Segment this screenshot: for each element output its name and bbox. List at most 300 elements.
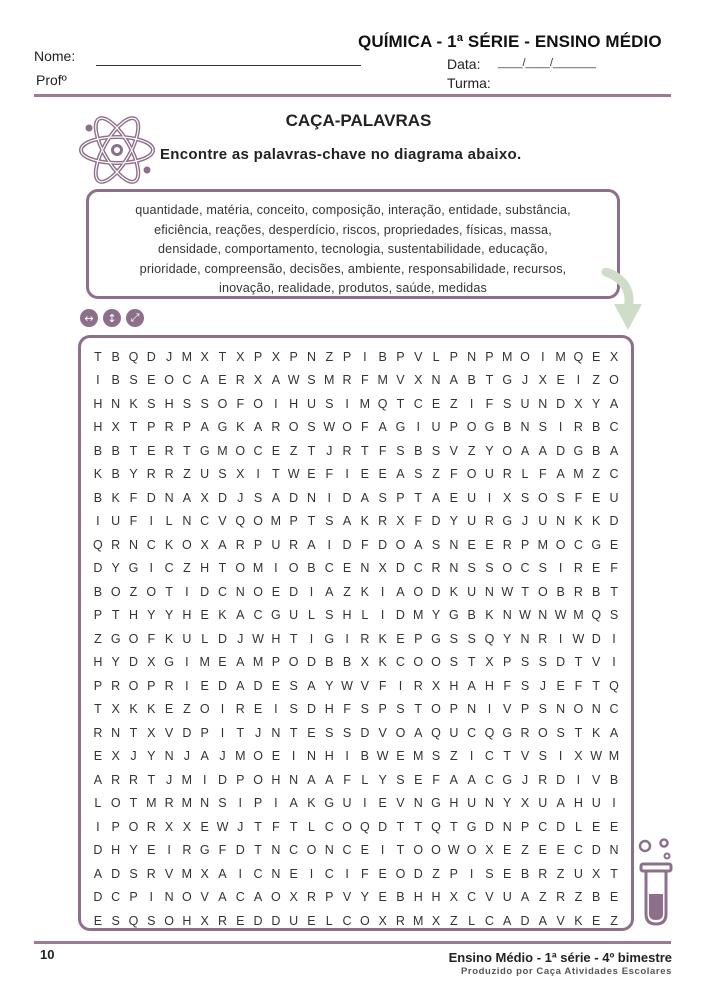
grid-letter[interactable]: O (146, 584, 157, 599)
grid-letter[interactable]: W (252, 631, 264, 646)
grid-letter[interactable]: X (485, 655, 494, 670)
grid-letter[interactable]: O (253, 749, 263, 764)
grid-letter[interactable]: A (609, 725, 619, 740)
grid-letter[interactable]: T (111, 608, 120, 623)
grid-letter[interactable]: K (307, 796, 316, 811)
grid-letter[interactable]: N (413, 796, 423, 811)
grid-letter[interactable]: D (591, 843, 601, 858)
grid-letter[interactable]: I (469, 749, 474, 764)
grid-letter[interactable]: M (377, 373, 388, 388)
grid-letter[interactable]: H (324, 749, 334, 764)
grid-letter[interactable]: M (413, 913, 424, 928)
grid-letter[interactable]: S (129, 373, 138, 388)
grid-letter[interactable]: A (449, 772, 458, 787)
grid-letter[interactable]: Q (591, 608, 602, 623)
grid-letter[interactable]: S (503, 396, 512, 411)
grid-letter[interactable]: E (449, 490, 458, 505)
grid-letter[interactable]: R (182, 843, 192, 858)
grid-letter[interactable]: K (592, 725, 601, 740)
grid-letter[interactable]: S (556, 490, 565, 505)
grid-letter[interactable]: L (165, 514, 173, 529)
grid-letter[interactable]: M (181, 866, 193, 881)
grid-letter[interactable]: U (591, 796, 601, 811)
grid-letter[interactable]: J (165, 349, 173, 364)
grid-letter[interactable]: S (609, 608, 619, 623)
grid-letter[interactable]: K (574, 913, 583, 928)
grid-letter[interactable]: L (201, 631, 209, 646)
grid-letter[interactable]: N (502, 819, 512, 834)
grid-letter[interactable]: Y (378, 772, 387, 787)
grid-letter[interactable]: Y (503, 631, 512, 646)
grid-letter[interactable]: G (466, 819, 477, 834)
grid-letter[interactable]: T (289, 725, 298, 740)
grid-letter[interactable]: X (147, 655, 156, 670)
grid-letter[interactable]: R (538, 631, 548, 646)
grid-letter[interactable]: E (503, 866, 512, 881)
grid-letter[interactable]: N (289, 772, 299, 787)
grid-letter[interactable]: A (200, 373, 209, 388)
grid-letter[interactable]: O (217, 396, 228, 411)
grid-letter[interactable]: N (271, 843, 281, 858)
grid-letter[interactable]: A (218, 537, 227, 552)
grid-letter[interactable]: N (556, 702, 566, 717)
grid-letter[interactable]: D (271, 913, 281, 928)
grid-letter[interactable]: O (128, 819, 139, 834)
grid-letter[interactable]: R (395, 913, 405, 928)
grid-letter[interactable]: K (592, 514, 601, 529)
grid-letter[interactable]: G (271, 608, 281, 623)
grid-letter[interactable]: X (449, 890, 458, 905)
grid-letter[interactable]: D (556, 772, 566, 787)
grid-letter[interactable]: Z (183, 702, 191, 717)
grid-letter[interactable]: Q (573, 349, 584, 364)
grid-letter[interactable]: D (146, 349, 156, 364)
grid-letter[interactable]: W (216, 819, 229, 834)
grid-letter[interactable]: D (556, 396, 566, 411)
grid-letter[interactable]: M (537, 537, 549, 552)
grid-letter[interactable]: D (360, 725, 370, 740)
grid-letter[interactable]: E (592, 490, 601, 505)
grid-letter[interactable]: Z (574, 890, 583, 905)
grid-letter[interactable]: T (610, 866, 618, 881)
grid-letter[interactable]: S (325, 725, 334, 740)
grid-letter[interactable]: I (96, 819, 100, 834)
grid-letter[interactable]: R (378, 514, 388, 529)
grid-letter[interactable]: I (380, 584, 385, 599)
grid-letter[interactable]: W (519, 608, 531, 623)
grid-letter[interactable]: L (574, 819, 582, 834)
grid-letter[interactable]: Y (503, 796, 512, 811)
grid-letter[interactable]: D (93, 843, 103, 858)
grid-letter[interactable]: Z (183, 467, 191, 482)
grid-letter[interactable]: E (378, 890, 387, 905)
grid-letter[interactable]: P (147, 420, 156, 435)
grid-letter[interactable]: B (342, 655, 352, 670)
grid-letter[interactable]: Z (592, 467, 601, 482)
grid-letter[interactable]: P (414, 631, 423, 646)
grid-letter[interactable]: I (558, 561, 563, 576)
grid-letter[interactable]: I (274, 396, 278, 411)
grid-letter[interactable]: Y (449, 514, 458, 529)
grid-letter[interactable]: F (450, 467, 458, 482)
grid-letter[interactable]: A (307, 678, 316, 693)
grid-letter[interactable]: P (200, 725, 209, 740)
grid-letter[interactable]: V (396, 796, 405, 811)
grid-letter[interactable]: G (110, 631, 121, 646)
grid-letter[interactable]: S (289, 702, 298, 717)
grid-letter[interactable]: P (236, 772, 245, 787)
grid-letter[interactable]: P (378, 702, 387, 717)
grid-letter[interactable]: R (502, 467, 512, 482)
grid-letter[interactable]: Z (183, 561, 191, 576)
grid-letter[interactable]: S (360, 702, 370, 717)
grid-letter[interactable]: I (612, 631, 616, 646)
grid-letter[interactable]: T (183, 443, 191, 458)
grid-letter[interactable]: A (431, 490, 441, 505)
grid-letter[interactable]: I (220, 702, 225, 717)
grid-letter[interactable]: S (325, 514, 334, 529)
grid-letter[interactable]: R (538, 866, 548, 881)
grid-letter[interactable]: A (236, 678, 245, 693)
grid-letter[interactable]: J (237, 631, 244, 646)
grid-letter[interactable]: S (147, 913, 156, 928)
grid-letter[interactable]: O (288, 561, 299, 576)
grid-letter[interactable]: G (502, 772, 513, 787)
grid-letter[interactable]: A (93, 866, 103, 881)
grid-letter[interactable]: E (609, 537, 619, 552)
grid-letter[interactable]: I (220, 725, 225, 740)
grid-letter[interactable]: S (378, 490, 387, 505)
grid-letter[interactable]: P (129, 890, 138, 905)
grid-letter[interactable]: A (200, 749, 209, 764)
grid-letter[interactable]: V (164, 866, 174, 881)
grid-letter[interactable]: C (324, 561, 334, 576)
grid-letter[interactable]: A (271, 373, 281, 388)
grid-letter[interactable]: M (181, 772, 193, 787)
grid-letter[interactable]: O (128, 678, 139, 693)
grid-letter[interactable]: O (235, 561, 246, 576)
grid-letter[interactable]: L (94, 796, 102, 811)
grid-letter[interactable]: N (182, 514, 192, 529)
grid-letter[interactable]: C (253, 866, 263, 881)
grid-letter[interactable]: T (414, 702, 423, 717)
grid-letter[interactable]: Y (485, 443, 494, 458)
grid-letter[interactable]: T (218, 561, 227, 576)
grid-letter[interactable]: X (378, 913, 387, 928)
grid-letter[interactable]: C (520, 561, 530, 576)
grid-letter[interactable]: M (413, 608, 424, 623)
grid-letter[interactable]: O (110, 796, 121, 811)
grid-letter[interactable]: S (396, 443, 405, 458)
grid-letter[interactable]: M (217, 443, 228, 458)
grid-letter[interactable]: M (270, 514, 282, 529)
grid-letter[interactable]: C (235, 890, 245, 905)
grid-letter[interactable]: K (164, 631, 174, 646)
grid-letter[interactable]: A (538, 913, 547, 928)
grid-letter[interactable]: B (556, 584, 565, 599)
grid-letter[interactable]: O (253, 772, 263, 787)
grid-letter[interactable]: X (503, 490, 512, 505)
grid-letter[interactable]: T (574, 725, 583, 740)
grid-letter[interactable]: O (306, 843, 317, 858)
grid-letter[interactable]: J (165, 772, 173, 787)
grid-letter[interactable]: D (235, 843, 245, 858)
grid-letter[interactable]: O (288, 420, 299, 435)
grid-letter[interactable]: I (416, 420, 420, 435)
grid-letter[interactable]: W (287, 467, 300, 482)
grid-letter[interactable]: G (395, 420, 406, 435)
grid-letter[interactable]: C (146, 537, 156, 552)
grid-letter[interactable]: Z (556, 866, 565, 881)
grid-letter[interactable]: X (574, 396, 583, 411)
grid-letter[interactable]: H (324, 702, 334, 717)
grid-letter[interactable]: D (93, 561, 103, 576)
grid-letter[interactable]: R (573, 584, 583, 599)
grid-letter[interactable]: W (590, 749, 603, 764)
grid-letter[interactable]: C (484, 913, 494, 928)
grid-letter[interactable]: X (236, 349, 245, 364)
grid-letter[interactable]: O (182, 537, 192, 552)
grid-letter[interactable]: G (431, 796, 441, 811)
grid-letter[interactable]: I (96, 373, 100, 388)
grid-letter[interactable]: I (256, 467, 260, 482)
grid-letter[interactable]: C (467, 725, 477, 740)
grid-letter[interactable]: R (235, 537, 245, 552)
grid-letter[interactable]: S (485, 561, 494, 576)
grid-letter[interactable]: P (449, 349, 458, 364)
grid-letter[interactable]: Y (147, 749, 156, 764)
grid-letter[interactable]: E (396, 749, 405, 764)
grid-letter[interactable]: Y (164, 608, 174, 623)
grid-letter[interactable]: Z (432, 467, 440, 482)
grid-letter[interactable]: Z (289, 443, 298, 458)
grid-letter[interactable]: X (609, 349, 619, 364)
grid-letter[interactable]: P (253, 537, 263, 552)
grid-letter[interactable]: D (128, 655, 138, 670)
grid-letter[interactable]: S (182, 396, 192, 411)
grid-letter[interactable]: R (164, 443, 174, 458)
grid-letter[interactable]: O (128, 631, 139, 646)
grid-letter[interactable]: C (342, 843, 352, 858)
grid-letter[interactable]: M (146, 796, 157, 811)
grid-letter[interactable]: G (431, 631, 441, 646)
grid-letter[interactable]: I (345, 749, 349, 764)
grid-letter[interactable]: J (237, 490, 244, 505)
grid-letter[interactable]: M (324, 373, 335, 388)
grid-letter[interactable]: F (432, 772, 440, 787)
grid-letter[interactable]: X (378, 561, 387, 576)
grid-letter[interactable]: D (591, 631, 601, 646)
grid-letter[interactable]: V (360, 678, 370, 693)
grid-letter[interactable]: Q (484, 631, 495, 646)
grid-letter[interactable]: H (271, 631, 281, 646)
grid-letter[interactable]: D (306, 702, 316, 717)
grid-letter[interactable]: X (396, 514, 405, 529)
grid-letter[interactable]: V (378, 725, 387, 740)
grid-letter[interactable]: G (502, 725, 513, 740)
grid-letter[interactable]: I (345, 396, 349, 411)
grid-letter[interactable]: E (271, 443, 281, 458)
grid-letter[interactable]: O (431, 702, 441, 717)
grid-letter[interactable]: O (520, 349, 530, 364)
grid-letter[interactable]: O (413, 584, 424, 599)
grid-letter[interactable]: J (521, 514, 529, 529)
grid-letter[interactable]: H (449, 796, 459, 811)
grid-letter[interactable]: N (128, 537, 138, 552)
grid-letter[interactable]: A (520, 443, 530, 458)
grid-letter[interactable]: E (414, 772, 423, 787)
grid-letter[interactable]: E (271, 678, 281, 693)
grid-letter[interactable]: N (164, 490, 174, 505)
grid-letter[interactable]: O (555, 537, 566, 552)
grid-letter[interactable]: B (467, 373, 476, 388)
grid-letter[interactable]: R (111, 772, 121, 787)
grid-letter[interactable]: D (289, 490, 299, 505)
grid-letter[interactable]: X (200, 490, 209, 505)
grid-letter[interactable]: B (592, 420, 601, 435)
grid-letter[interactable]: E (556, 373, 565, 388)
grid-letter[interactable]: S (325, 396, 334, 411)
grid-letter[interactable]: X (431, 913, 441, 928)
grid-letter[interactable]: Z (450, 913, 458, 928)
grid-letter[interactable]: D (395, 561, 405, 576)
grid-letter[interactable]: A (538, 443, 547, 458)
grid-letter[interactable]: I (274, 796, 278, 811)
grid-letter[interactable]: Y (360, 890, 370, 905)
grid-letter[interactable]: B (307, 561, 316, 576)
grid-letter[interactable]: W (447, 843, 460, 858)
grid-letter[interactable]: S (129, 866, 138, 881)
grid-letter[interactable]: D (217, 631, 227, 646)
grid-letter[interactable]: S (449, 655, 458, 670)
grid-letter[interactable]: T (361, 443, 369, 458)
grid-letter[interactable]: V (592, 772, 601, 787)
grid-letter[interactable]: Y (592, 396, 601, 411)
grid-letter[interactable]: I (558, 631, 563, 646)
grid-letter[interactable]: I (345, 866, 349, 881)
grid-letter[interactable]: O (342, 819, 352, 834)
grid-letter[interactable]: O (253, 514, 263, 529)
grid-letter[interactable]: T (592, 678, 601, 693)
grid-letter[interactable]: L (307, 608, 315, 623)
grid-letter[interactable]: U (200, 467, 210, 482)
grid-letter[interactable]: X (538, 373, 547, 388)
grid-letter[interactable]: Y (111, 655, 120, 670)
grid-letter[interactable]: B (592, 443, 601, 458)
grid-letter[interactable]: E (396, 631, 405, 646)
grid-letter[interactable]: Z (343, 584, 351, 599)
grid-letter[interactable]: S (556, 725, 565, 740)
grid-letter[interactable]: S (538, 702, 547, 717)
grid-letter[interactable]: D (556, 655, 566, 670)
grid-letter[interactable]: I (469, 396, 474, 411)
grid-letter[interactable]: M (359, 396, 371, 411)
grid-letter[interactable]: B (503, 420, 512, 435)
grid-letter[interactable]: U (289, 913, 299, 928)
grid-letter[interactable]: B (609, 772, 619, 787)
grid-letter[interactable]: T (289, 819, 298, 834)
grid-letter[interactable]: Y (129, 467, 138, 482)
grid-letter[interactable]: F (272, 819, 280, 834)
grid-letter[interactable]: T (396, 819, 405, 834)
grid-letter[interactable]: F (361, 420, 369, 435)
grid-letter[interactable]: I (469, 866, 474, 881)
grid-letter[interactable]: T (414, 819, 423, 834)
grid-letter[interactable]: Z (610, 913, 618, 928)
grid-letter[interactable]: H (484, 678, 494, 693)
grid-letter[interactable]: G (502, 373, 513, 388)
grid-letter[interactable]: S (431, 537, 441, 552)
grid-letter[interactable]: S (467, 631, 476, 646)
grid-letter[interactable]: U (467, 490, 477, 505)
grid-letter[interactable]: M (181, 796, 193, 811)
grid-letter[interactable]: W (554, 608, 567, 623)
grid-letter[interactable]: X (164, 819, 174, 834)
grid-letter[interactable]: N (271, 725, 281, 740)
grid-letter[interactable]: A (609, 443, 619, 458)
grid-letter[interactable]: S (218, 796, 227, 811)
grid-letter[interactable]: W (323, 420, 336, 435)
grid-letter[interactable]: Q (235, 514, 246, 529)
grid-letter[interactable]: G (591, 537, 602, 552)
grid-letter[interactable]: O (395, 866, 406, 881)
grid-letter[interactable]: T (129, 796, 138, 811)
grid-letter[interactable]: X (111, 749, 120, 764)
grid-letter[interactable]: R (111, 537, 121, 552)
grid-letter[interactable]: K (360, 514, 370, 529)
grid-letter[interactable]: M (573, 467, 584, 482)
grid-letter[interactable]: D (289, 584, 299, 599)
grid-letter[interactable]: O (431, 655, 441, 670)
grid-letter[interactable]: I (612, 796, 616, 811)
grid-letter[interactable]: P (93, 608, 103, 623)
grid-letter[interactable]: H (573, 796, 583, 811)
grid-letter[interactable]: S (538, 655, 547, 670)
grid-letter[interactable]: N (484, 584, 494, 599)
grid-letter[interactable]: D (253, 678, 263, 693)
grid-letter[interactable]: G (164, 655, 174, 670)
grid-letter[interactable]: I (309, 631, 314, 646)
grid-letter[interactable]: D (378, 819, 388, 834)
grid-letter[interactable]: J (254, 725, 262, 740)
grid-letter[interactable]: O (537, 584, 548, 599)
grid-letter[interactable]: X (200, 866, 209, 881)
grid-letter[interactable]: C (164, 561, 174, 576)
grid-letter[interactable]: R (342, 443, 352, 458)
grid-letter[interactable]: A (556, 467, 565, 482)
grid-letter[interactable]: I (612, 655, 616, 670)
grid-letter[interactable]: E (253, 702, 263, 717)
grid-letter[interactable]: C (538, 819, 548, 834)
grid-letter[interactable]: A (325, 772, 334, 787)
grid-letter[interactable]: B (93, 584, 103, 599)
grid-letter[interactable]: R (235, 373, 245, 388)
grid-letter[interactable]: Z (539, 890, 547, 905)
grid-letter[interactable]: Z (450, 749, 458, 764)
grid-letter[interactable]: B (111, 443, 120, 458)
grid-letter[interactable]: E (609, 819, 619, 834)
grid-letter[interactable]: O (466, 420, 477, 435)
grid-letter[interactable]: F (574, 678, 583, 693)
grid-letter[interactable]: I (167, 843, 171, 858)
grid-letter[interactable]: H (449, 678, 459, 693)
grid-letter[interactable]: O (395, 537, 406, 552)
grid-letter[interactable]: I (149, 514, 154, 529)
grid-letter[interactable]: R (235, 702, 245, 717)
grid-letter[interactable]: P (520, 537, 530, 552)
grid-letter[interactable]: C (609, 467, 619, 482)
grid-letter[interactable]: G (573, 443, 584, 458)
